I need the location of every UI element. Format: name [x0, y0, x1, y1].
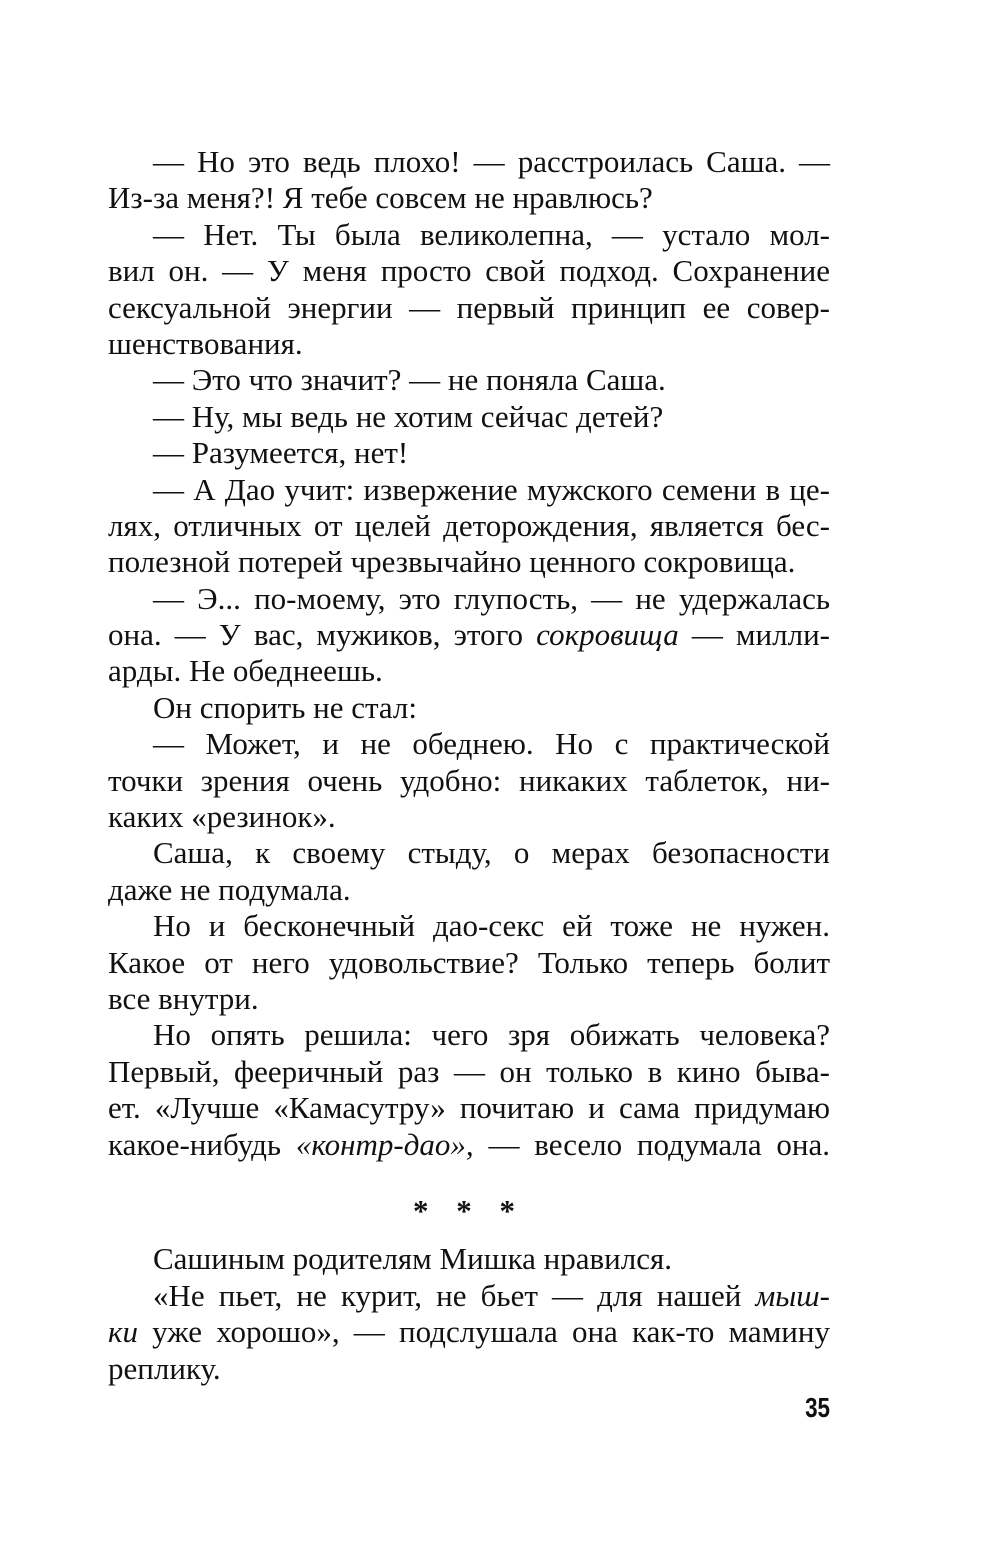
text-line: сексуальной энергии — первый принцип ее совер-	[108, 289, 830, 325]
text-line: она. — У вас, мужиков, этого сокровища — милли-	[108, 617, 830, 653]
text-line: — Может, и не обеднею. Но с практической	[153, 726, 830, 762]
text-line: вил он. — У меня просто свой подход. Сохранение	[108, 253, 830, 289]
text-line: ки уже хорошо», — подслушала она как-то мамину	[108, 1314, 830, 1350]
text-line: арды. Не обеднеешь.	[108, 653, 383, 689]
text-line: — Нет. Ты была великолепна, — устало мол-	[153, 216, 830, 252]
text-line: даже не подумала.	[108, 871, 351, 907]
text-line: Но опять решила: чего зря обижать человека?	[153, 1017, 830, 1053]
text-line: ет. «Лучше «Камасутру» почитаю и сама придумаю	[108, 1090, 830, 1126]
section-break: * * *	[413, 1192, 525, 1228]
text-line: Первый, фееричный раз — он только в кино быва-	[108, 1053, 830, 1089]
text-line: Но и бесконечный дао-секс ей тоже не нужен.	[153, 908, 830, 944]
text-line: Из-за меня?! Я тебе совсем не нравлюсь?	[108, 180, 653, 216]
text-line: точки зрения очень удобно: никаких таблеток, ни-	[108, 762, 830, 798]
text-line: — Это что значит? — не поняла Саша.	[153, 362, 666, 398]
text-line: шенствования.	[108, 325, 303, 361]
text-line: Какое от него удовольствие? Только теперь болит	[108, 944, 830, 980]
text-line: — А Дао учит: извержение мужского семени в це-	[153, 471, 830, 507]
page-number: 35	[805, 1392, 830, 1423]
text-line: «Не пьет, не курит, не бьет — для нашей мыш-	[153, 1277, 830, 1313]
text-line: полезной потерей чрезвычайно ценного сокровища.	[108, 544, 796, 580]
text-line: какое-нибудь «контр-дао», — весело подумала она.	[108, 1126, 831, 1162]
text-line: Он спорить не стал:	[153, 689, 417, 725]
text-line: Саша, к своему стыду, о мерах безопасности	[153, 835, 830, 871]
page-text	[108, 144, 830, 1387]
text-line: — Но это ведь плохо! — расстроилась Саша. —	[153, 144, 830, 179]
text-line: реплику.	[108, 1350, 221, 1386]
text-line: — Разумеется, нет!	[153, 435, 409, 471]
text-line: Сашиным родителям Мишка нравился.	[153, 1241, 672, 1277]
text-line: все внутри.	[108, 980, 259, 1016]
text-line: — Э... по-моему, это глупость, — не удержалась	[153, 580, 830, 616]
text-line: — Ну, мы ведь не хотим сейчас детей?	[153, 398, 664, 434]
text-line: каких «резинок».	[108, 799, 336, 835]
text-line: лях, отличных от целей деторождения, является бес-	[108, 507, 830, 543]
